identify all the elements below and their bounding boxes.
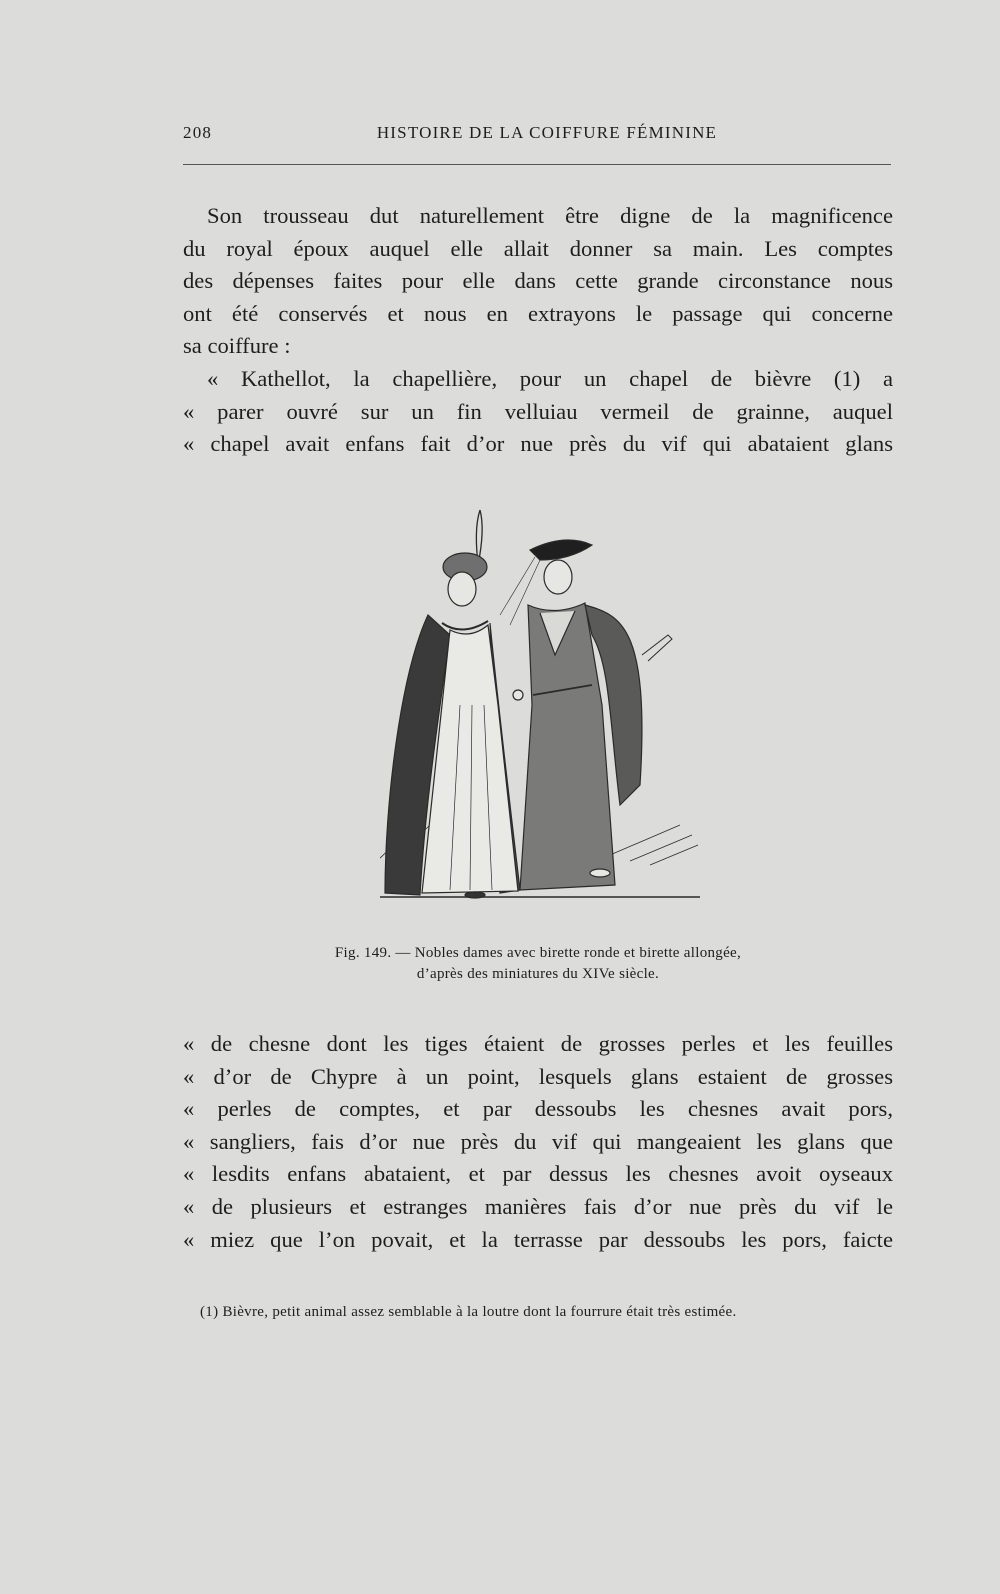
- text-line: « perles de comptes, et par dessoubs les chesnes avait pors,: [183, 1096, 893, 1122]
- text-line: « miez que l’on povait, et la terrasse par dessoubs les pors, faicte: [183, 1226, 893, 1252]
- text-line: « lesdits enfans abataient, et par dessus les chesnes avoit oyseaux: [183, 1161, 893, 1187]
- footnote: (1) Bièvre, petit animal assez semblable à la loutre dont la fourrure était très estimée.: [200, 1304, 737, 1320]
- text-line: Son trousseau dut naturellement être digne de la magnificence: [207, 203, 893, 228]
- running-title: HISTOIRE DE LA COIFFURE FÉMININE: [376, 123, 718, 142]
- figure-caption: [183, 943, 893, 985]
- text-line: ont été conservés et nous en extrayons le passage qui concerne: [183, 300, 893, 326]
- running-head: [183, 123, 891, 149]
- text-line: des dépenses faites pour elle dans cette grande circonstance nous: [183, 268, 893, 294]
- page-number: 208: [183, 123, 213, 142]
- text-line: « de chesne dont les tiges étaient de grosses perles et les feuilles: [183, 1031, 893, 1056]
- body-text-top: [183, 200, 893, 461]
- caption-line: d’après des miniatures du XIVe siècle.: [416, 966, 660, 982]
- text-line: « chapel avait enfans fait d’or nue près du vif qui abataient glans: [183, 431, 893, 457]
- text-line: « Kathellot, la chapellière, pour un chapel de bièvre (1) a: [207, 365, 893, 391]
- header-rule: [183, 164, 891, 165]
- text-line: sa coiffure :: [183, 333, 291, 359]
- text-line: « sangliers, fais d’or nue près du vif qui mangeaient les glans que: [183, 1128, 893, 1154]
- caption-line: Fig. 149. — Nobles dames avec birette ronde et birette allongée,: [334, 945, 742, 961]
- text-line: « parer ouvré sur un fin velluiau vermeil de grainne, auquel: [183, 398, 893, 424]
- body-text-bottom: [183, 1028, 893, 1256]
- text-line: « d’or de Chypre à un point, lesquels glans estaient de grosses: [183, 1063, 893, 1089]
- text-line: « de plusieurs et estranges manières fais d’or nue près du vif le: [183, 1193, 893, 1219]
- figure-illustration: [380, 505, 710, 915]
- text-line: du royal époux auquel elle allait donner sa main. Les comptes: [183, 235, 893, 261]
